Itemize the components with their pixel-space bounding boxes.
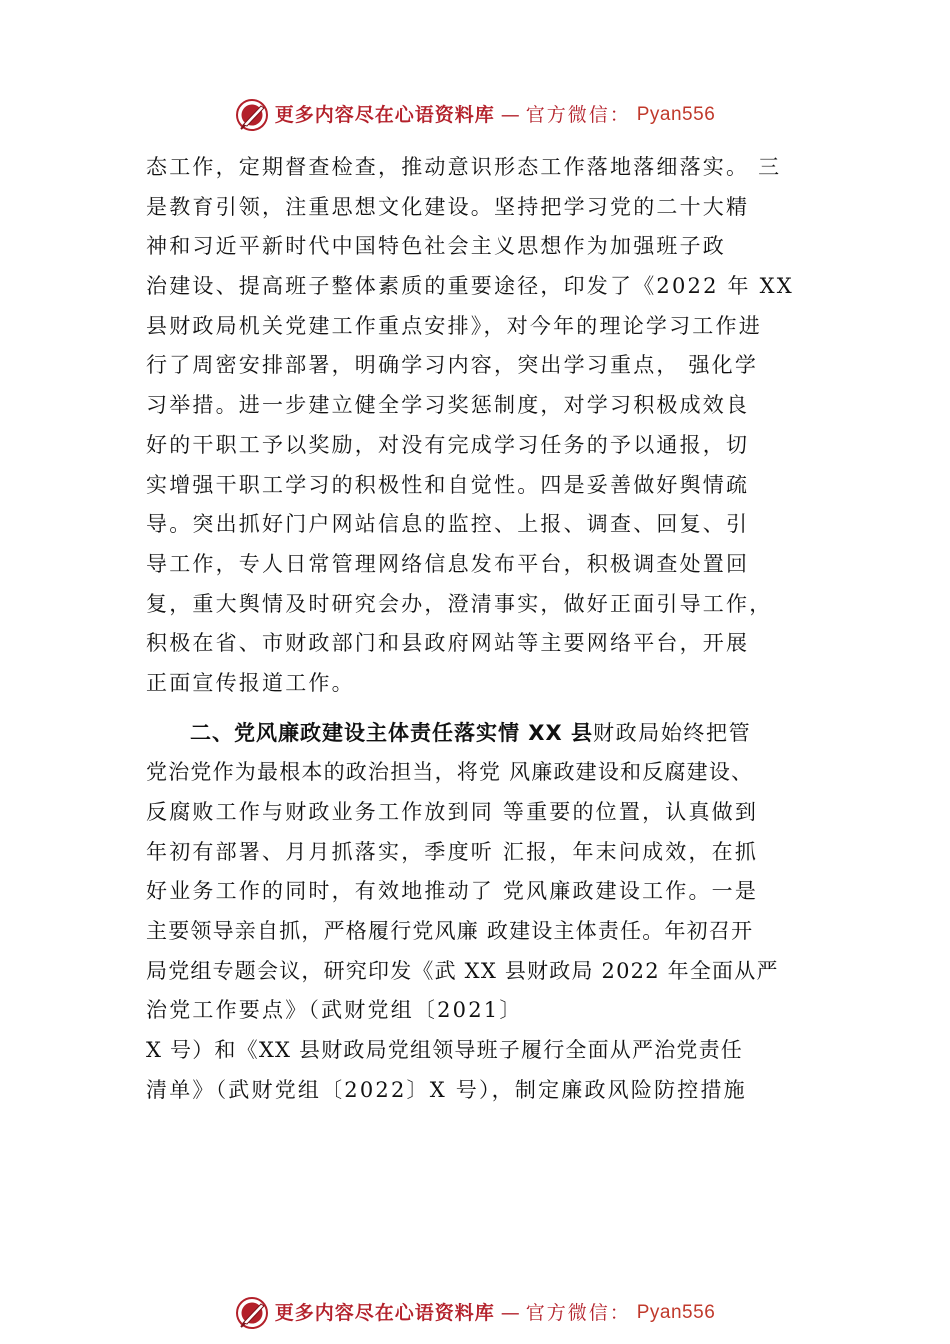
text-line: 神和习近平新时代中国特色社会主义思想作为加强班子政 (146, 234, 726, 259)
paragraph-ideology-work (146, 148, 836, 704)
quill-seal-icon (235, 1296, 269, 1330)
text-line: 局党组专题会议，研究印发《武 XX 县财政局 2022 年全面从严 (146, 958, 779, 983)
text-line (146, 714, 836, 754)
header-watermark (0, 98, 950, 132)
text-line: 正面宣传报道工作。 (146, 670, 355, 695)
watermark-brand: 更多内容尽在心语资料库 (274, 1302, 495, 1324)
text-line: 复，重大舆情及时研究会办，澄清事实，做好正面引导工作， (146, 591, 773, 616)
watermark-wechat-id: Pyan556 (636, 104, 716, 125)
text-line: 好业务工作的同时，有效地推动了 党风廉政建设工作。一是 (146, 879, 759, 904)
section-heading: 二、党风廉政建设主体责任落实情 XX 县 (190, 720, 594, 745)
text-line: 主要领导亲自抓，严格履行党风廉 政建设主体责任。年初召开 (146, 919, 754, 944)
text-line: 治党工作要点》（武财党组〔2021〕 (146, 998, 523, 1023)
paragraph-spacer (146, 704, 836, 714)
text-line: 习举措。进一步建立健全学习奖惩制度，对学习积极成效良 (146, 393, 750, 418)
watermark-official-label: 官方微信： (525, 104, 631, 126)
watermark-dash: — (500, 104, 520, 126)
watermark-wechat-id: Pyan556 (636, 1302, 716, 1323)
text-line: 积极在省、市财政部门和县政府网站等主要网络平台，开展 (146, 631, 750, 656)
text-line: 导。突出抓好门户网站信息的监控、上报、调查、回复、引 (146, 512, 750, 537)
text-line: X 号）和《XX 县财政局党组领导班子履行全面从严治党责任 (146, 1038, 743, 1063)
text-line: 反腐败工作与财政业务工作放到同 等重要的位置，认真做到 (146, 800, 759, 824)
text-line: 实增强干职工学习的积极性和自觉性。四是妥善做好舆情疏 (146, 472, 750, 497)
text-line: 导工作，专人日常管理网络信息发布平台，积极调查处置回 (146, 551, 750, 576)
text-line: 县财政局机关党建工作重点安排》，对今年的理论学习工作进 (146, 313, 762, 338)
watermark-official-label: 官方微信： (525, 1302, 631, 1324)
document-body (146, 148, 836, 1111)
heading-continuation: 财政局始终把管 (593, 720, 752, 745)
text-line: 好的干职工予以奖励，对没有完成学习任务的予以通报，切 (146, 432, 750, 457)
text-line: 党治党作为最根本的政治担当，将党 风廉政建设和反腐建设、 (146, 760, 754, 785)
text-line: 治建设、提高班子整体素质的重要途径，印发了《2022 年 XX (146, 274, 794, 299)
text-line: 行了周密安排部署，明确学习内容，突出学习重点， 强化学 (146, 353, 759, 378)
text-line: 态工作，定期督查检查，推动意识形态工作落地落细落实。 三 (146, 155, 782, 179)
text-line: 清单》（武财党组〔2022〕X 号），制定廉政风险防控措施 (146, 1077, 747, 1102)
quill-seal-icon (235, 98, 269, 132)
text-line: 是教育引领，注重思想文化建设。坚持把学习党的二十大精 (146, 194, 750, 219)
watermark-brand: 更多内容尽在心语资料库 (274, 104, 495, 126)
watermark-dash: — (500, 1302, 520, 1324)
text-line: 年初有部署、月月抓落实，季度听 汇报，年末问成效，在抓 (146, 839, 759, 864)
footer-watermark (0, 1296, 950, 1330)
paragraph-party-integrity (146, 714, 836, 1111)
